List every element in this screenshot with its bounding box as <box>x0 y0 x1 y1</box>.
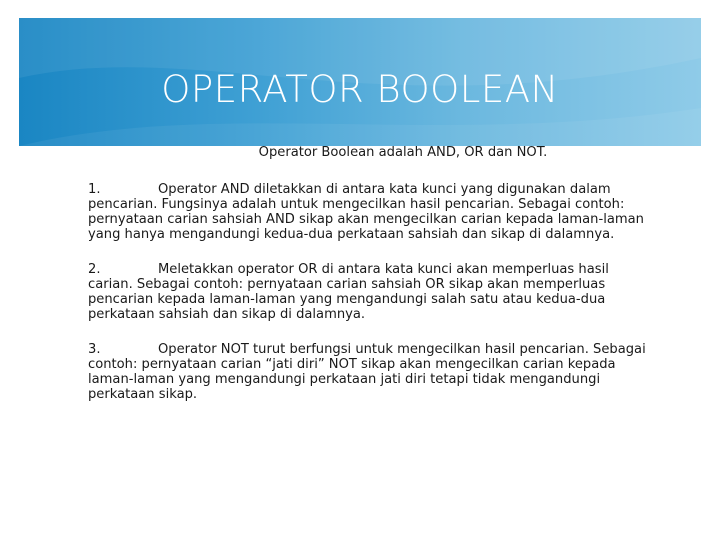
point-text: Meletakkan operator OR di antara kata kunci akan memperluas hasil carian. Sebagai contoh: pernyataan carian sahsiah OR sikap akan memperluas pencarian kepada laman-laman yang mengandungi salah satu atau kedua-dua perkataan sahsiah dan sikap di dalamnya. <box>88 262 609 322</box>
point-number: 1. <box>88 182 101 197</box>
point-text: Operator AND diletakkan di antara kata kunci yang digunakan dalam pencarian. Fungsinya adalah untuk mengecilkan hasil pencarian. Sebagai contoh: pernyataan carian sahsiah AND sikap akan mengecilkan carian kepada laman-laman yang hanya mengandungi kedua-dua perkataan sahsiah dan sikap di dalamnya. <box>88 182 644 242</box>
point-number: 3. <box>88 342 101 357</box>
list-item-point-1 <box>88 182 648 242</box>
slide-title: OPERATOR BOOLEAN <box>161 68 559 111</box>
point-text: Operator NOT turut berfungsi untuk mengecilkan hasil pencarian. Sebagai contoh: pernyataan carian “jati diri” NOT sikap akan mengecilkan carian kepada laman-laman yang mengandungi perkataan jati diri tetapi tidak mengandungi perkataan sikap. <box>88 342 646 402</box>
intro-text: Operator Boolean adalah AND, OR dan NOT. <box>258 145 548 160</box>
title-banner <box>19 18 701 146</box>
list-item-point-3 <box>88 342 648 402</box>
list-item-point-2 <box>88 262 648 322</box>
slide-body <box>88 145 648 422</box>
point-number: 2. <box>88 262 101 277</box>
